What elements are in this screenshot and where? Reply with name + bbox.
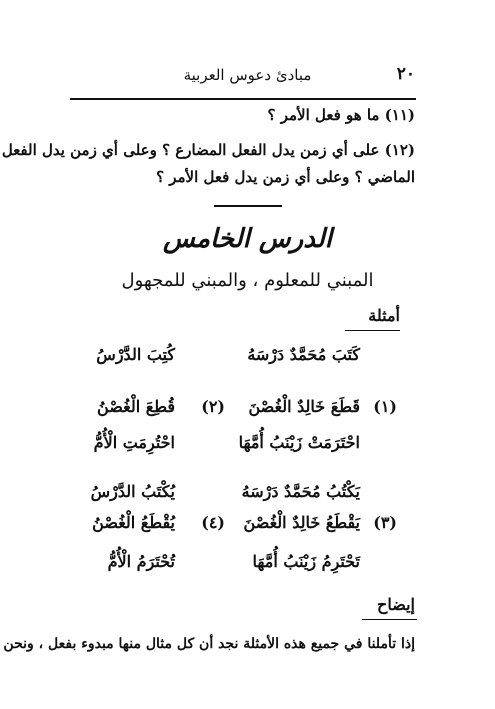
example-4a: يُكْتَبُ الدَّرْسُ [90, 482, 175, 501]
example-1a: كَتَبَ مُحَمَّدٌ دَرْسَهُ [247, 345, 360, 364]
group-number-1: (١) [373, 397, 397, 416]
explanation-heading: إيضاح [377, 595, 415, 614]
example-4c: تُحْتَرَمُ الْأُمُّ [107, 552, 175, 571]
lesson-subtitle: المبني للمعلوم ، والمبني للمجهول [121, 270, 374, 291]
example-1c: احْتَرَمَتْ زَيْنَبُ أُمَّهَا [238, 433, 360, 452]
lesson-title: الدرس الخامس [162, 224, 333, 254]
example-3a: يَكْتُبُ مُحَمَّدٌ دَرْسَهُ [241, 482, 360, 501]
section-divider [214, 205, 282, 207]
page-number: ٢٠ [396, 64, 415, 84]
question-12-line-2: الماضي ؟ وعلى أي زمن يدل فعل الأمر ؟ [156, 168, 415, 186]
group-number-4: (٤) [201, 513, 225, 532]
example-3c: تَحْتَرِمُ زَيْنَبُ أُمَّهَا [252, 552, 360, 571]
header-divider [70, 98, 416, 100]
example-3b: يَقْطَعُ خَالِدٌ الْغُصْنَ [243, 513, 360, 532]
question-11: (١١) ما هو فعل الأمر ؟ [267, 106, 415, 124]
examples-heading: أمثلة [368, 306, 400, 325]
example-4b: يُقْطَعُ الْغُصْنُ [92, 513, 175, 532]
example-1b: قَطَعَ خَالِدٌ الْغُصْنَ [248, 397, 360, 416]
example-2c: احْتُرِمَتِ الْأُمُّ [93, 433, 175, 452]
question-12-line-1: (١٢) على أي زمن يدل الفعل المضارع ؟ وعلى أي زمن يدل الفعل [1, 141, 415, 159]
group-number-3: (٣) [373, 513, 397, 532]
example-2a: كُتِبَ الدَّرْسُ [96, 345, 175, 364]
examples-heading-underline [345, 330, 400, 331]
explanation-heading-underline [362, 619, 417, 620]
example-2b: قُطِعَ الْغُصْنُ [97, 397, 175, 416]
explanation-text: إذا تأملنا في جميع هذه الأمثلة نجد أن كل مثال منها مبدوء بفعل ، ونحن [3, 636, 415, 652]
group-number-2: (٢) [201, 397, 225, 416]
running-header-title: مبادئ دعوس العربية [183, 66, 312, 84]
